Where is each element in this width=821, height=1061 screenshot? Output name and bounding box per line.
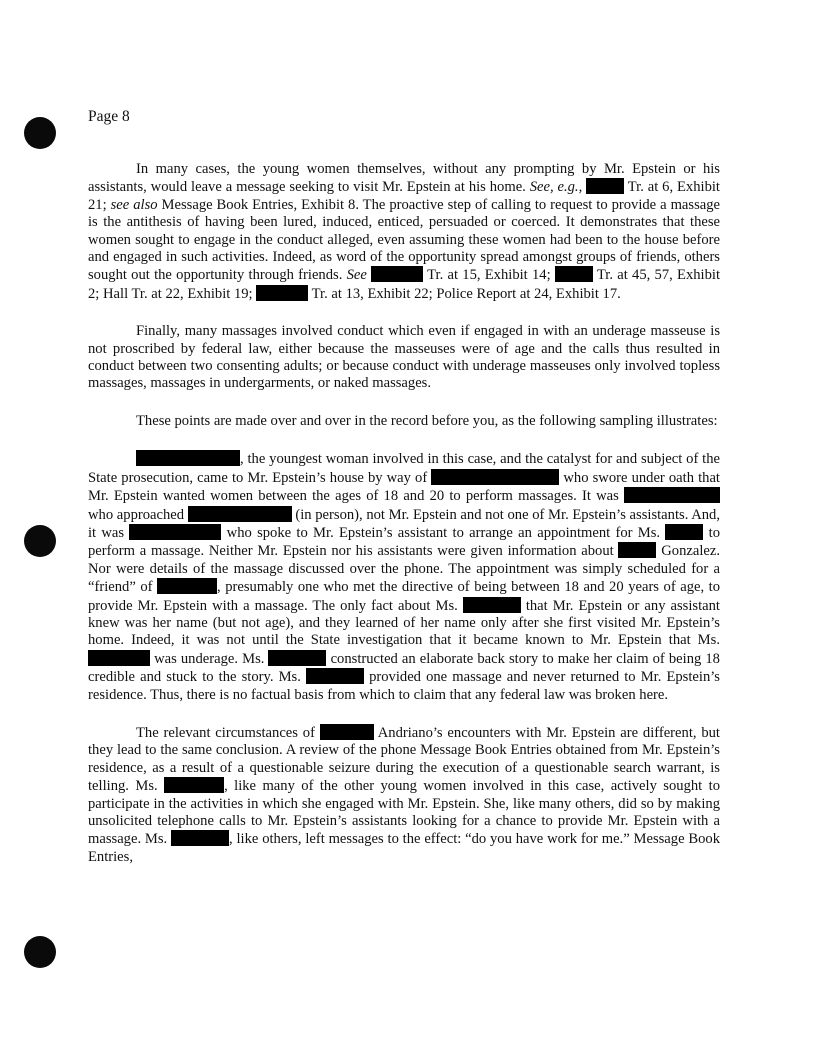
redaction bbox=[164, 777, 224, 793]
paragraph-5: The relevant circumstances of Andriano’s encounters with Mr. Epstein are different, but they lead to the same conclusion. A review of the phone Message Book Entries obtained from Mr. Epstein’s residence, as a result of a questionable seizure during the execution of a questionable search warrant, is telling. Ms. , like many of the other young women involved in this case, actively sought to participate in the activities in which she engaged with Mr. Epstein. She, like many others, did so by making unsolicited telephone calls to Mr. Epstein’s assistants looking for a chance to provide Mr. Epstein with a massage. Ms. , like others, left messages to the effect: “do you have work for me.” Message Book Entries, bbox=[88, 724, 720, 865]
document-body bbox=[88, 161, 720, 886]
punch-hole-middle bbox=[24, 525, 56, 557]
redaction bbox=[320, 724, 374, 740]
redaction bbox=[188, 506, 292, 522]
redaction bbox=[306, 668, 364, 684]
paragraph-3: These points are made over and over in the record before you, as the following sampling illustrates: bbox=[136, 412, 718, 429]
punch-hole-top bbox=[24, 117, 56, 149]
paragraph-2: Finally, many massages involved conduct which even if engaged in with an underage masseuse is not proscribed by federal law, either because the masseuses were of age and the calls thus resulted in conduct between two consenting adults; or because conduct with underage masseuses only involved topless massages, massages in undergarments, or naked massages. bbox=[88, 323, 720, 392]
paragraph-4: , the youngest woman involved in this case, and the catalyst for and subject of the State prosecution, came to Mr. Epstein’s house by way of who swore under oath that Mr. Epstein wanted women between the ages of 18 and 20 to perform massages. It was who approached (in person), not Mr. Epstein and not one of Mr. Epstein’s assistants. And, it was who spoke to Mr. Epstein’s assistant to arrange an appointment for Ms. to perform a massage. Neither Mr. Epstein nor his assistants were given information about Gonzalez. Nor were details of the massage discussed over the phone. The appointment was simply scheduled for a “friend” of , presumably one who met the directive of being between 18 and 20 years of age, to provide Mr. Epstein with a massage. The only fact about Ms. that Mr. Epstein or any assistant knew was her name (but not age), and they learned of her name only after she first visited Mr. Epstein’s home. Indeed, it was not until the State investigation that it became known to Mr. Epstein that Ms. was underage. Ms. constructed an elaborate back story to make her claim of being 18 credible and stuck to the story. Ms. provided one massage and never returned to Mr. Epstein’s residence. Thus, there is no factual basis from which to claim that any federal law was broken here. bbox=[88, 451, 721, 703]
redaction bbox=[665, 524, 703, 540]
redaction bbox=[555, 266, 593, 282]
redaction bbox=[171, 830, 229, 846]
punch-hole-bottom bbox=[24, 936, 56, 968]
page-number: Page 8 bbox=[88, 108, 130, 125]
paragraph-1: In many cases, the young women themselves, without any prompting by Mr. Epstein or his assistants, would leave a message seeking to visit Mr. Epstein at his home. See, e.g., Tr. at 6, Exhibit 21; see also Message Book Entries, Exhibit 8. The proactive step of calling to request to provide a massage is the antithesis of having been lured, induced, enticed, persuaded or coerced. It demonstrates that these women sought to engage in the conduct alleged, even assuming these women had been to the house before and engaged in such activities. Indeed, as word of the opportunity spread amongst groups of friends, others sought out the opportunity through friends. See Tr. at 15, Exhibit 14; Tr. at 45, 57, Exhibit 2; Hall Tr. at 22, Exhibit 19; Tr. at 13, Exhibit 22; Police Report at 24, Exhibit 17. bbox=[88, 161, 721, 302]
redaction bbox=[136, 450, 240, 466]
redaction bbox=[586, 178, 624, 194]
redaction bbox=[88, 650, 150, 666]
redaction bbox=[268, 650, 326, 666]
redaction bbox=[624, 487, 720, 503]
redaction bbox=[256, 285, 308, 301]
redaction bbox=[618, 542, 656, 558]
redaction bbox=[371, 266, 423, 282]
redaction bbox=[463, 597, 521, 613]
redaction bbox=[431, 469, 559, 485]
redaction bbox=[157, 578, 217, 594]
redaction bbox=[129, 524, 221, 540]
